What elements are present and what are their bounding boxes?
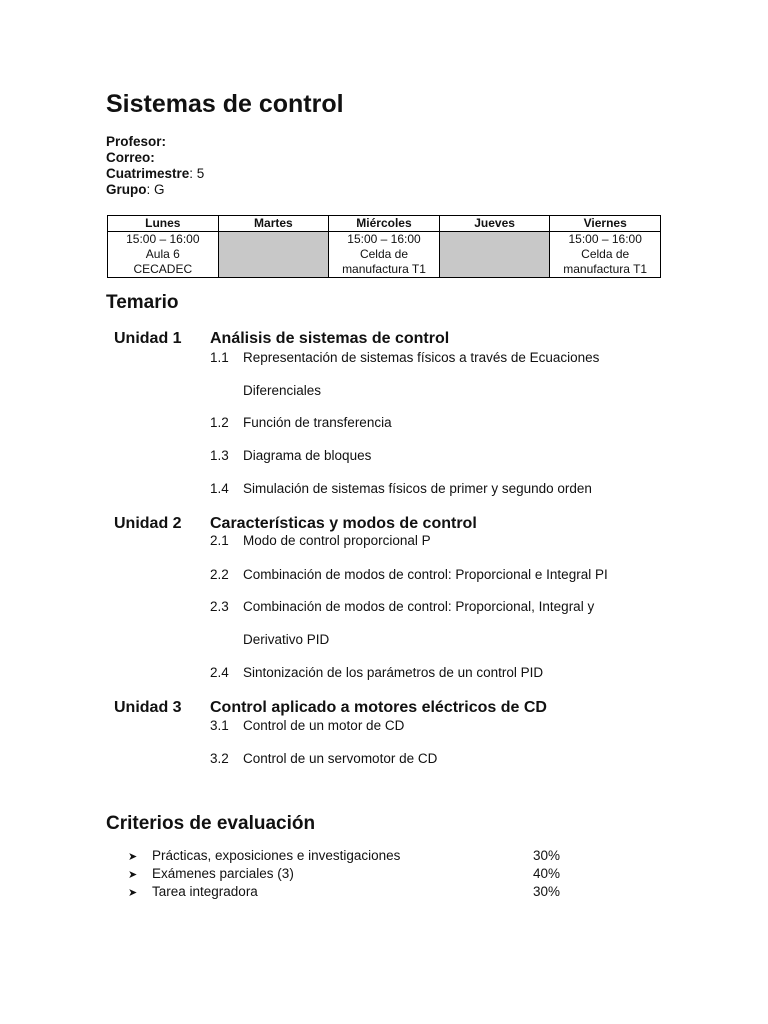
schedule-cell-line: 15:00 – 16:00 (126, 232, 200, 246)
schedule-cell-line: Celda de (359, 247, 408, 261)
topic-number: 3.1 (210, 718, 229, 733)
criterio-label: Exámenes parciales (3) (152, 866, 294, 881)
topic-item (210, 718, 404, 733)
topic-number: 2.2 (210, 567, 229, 582)
topic-item (210, 415, 392, 430)
criterio-percentage: 30% (533, 884, 561, 899)
schedule-header-row (108, 216, 661, 232)
topic-text-continued: Diferenciales (243, 383, 322, 398)
criterio-label: Tarea integradora (152, 884, 258, 899)
temario-heading: Temario (106, 292, 179, 313)
profesor-row (106, 134, 204, 150)
topic-item (210, 533, 431, 548)
cuatrimestre-row (106, 166, 204, 182)
topic-text: Control de un motor de CD (243, 718, 405, 733)
unit-label: Unidad 2 (114, 515, 182, 532)
topic-text: Función de transferencia (243, 415, 392, 430)
topic-number: 2.1 (210, 533, 229, 548)
unit-title: Análisis de sistemas de control (210, 330, 450, 347)
schedule-cell-line: Aula 6 (145, 247, 180, 261)
schedule-day-header: Lunes (108, 216, 219, 232)
topic-text: Sintonización de los parámetros de un control PID (243, 665, 544, 680)
criterio-label: Prácticas, exposiciones e investigaciones (152, 848, 401, 863)
schedule-day-header: Miércoles (329, 216, 440, 232)
topic-text: Simulación de sistemas físicos de primer y segundo orden (243, 481, 592, 496)
topic-number: 1.1 (210, 350, 229, 365)
unit-title: Características y modos de control (210, 515, 477, 532)
cuatrimestre-label: Cuatrimestre (106, 166, 190, 181)
schedule-table (107, 215, 661, 278)
arrowhead-bullet-icon: ➤ (128, 869, 138, 881)
unit-title: Control aplicado a motores eléctricos de CD (210, 699, 547, 716)
unit-label: Unidad 1 (114, 330, 182, 347)
topic-text: Combinación de modos de control: Proporcional e Integral PI (243, 567, 608, 582)
topic-item (210, 448, 371, 463)
schedule-day-header: Viernes (550, 216, 661, 232)
schedule-row (108, 232, 661, 278)
schedule-cell-viernes (550, 232, 661, 278)
page-title: Sistemas de control (106, 90, 344, 118)
schedule-day-header: Jueves (439, 216, 550, 232)
schedule-cell-line: manufactura T1 (563, 262, 648, 276)
schedule-cell-lunes (108, 232, 219, 278)
topic-item (210, 665, 543, 680)
topic-text: Combinación de modos de control: Proporcional, Integral y (243, 599, 595, 614)
topic-text: Modo de control proporcional P (243, 533, 431, 548)
topic-item (210, 481, 592, 496)
topic-number: 1.3 (210, 448, 229, 463)
profesor-label: Profesor: (106, 134, 167, 149)
correo-label: Correo: (106, 150, 155, 165)
topic-text: Representación de sistemas físicos a través de Ecuaciones (243, 350, 600, 365)
topic-number: 3.2 (210, 751, 229, 766)
schedule-cell-jueves-empty (439, 232, 550, 278)
topic-item (210, 350, 599, 365)
arrowhead-bullet-icon: ➤ (128, 851, 138, 863)
schedule-cell-line: Celda de (581, 247, 630, 261)
grupo-value: : G (146, 182, 165, 197)
unit-label: Unidad 3 (114, 699, 182, 716)
topic-item (210, 751, 437, 766)
criterio-item (128, 884, 568, 899)
topic-item (210, 599, 594, 614)
criterio-percentage: 30% (533, 848, 561, 863)
schedule-cell-line: 15:00 – 16:00 (347, 232, 421, 246)
grupo-label: Grupo (106, 182, 147, 197)
schedule-cell-line: CECADEC (133, 262, 193, 276)
schedule-day-header: Martes (218, 216, 329, 232)
schedule-cell-miercoles (329, 232, 440, 278)
criterios-heading: Criterios de evaluación (106, 813, 316, 834)
correo-row (106, 150, 204, 166)
topic-number: 1.2 (210, 415, 229, 430)
topic-text: Diagrama de bloques (243, 448, 372, 463)
grupo-row (106, 182, 204, 198)
schedule-cell-line: 15:00 – 16:00 (568, 232, 642, 246)
topic-number: 1.4 (210, 481, 229, 496)
criterio-item (128, 866, 568, 881)
topic-text: Control de un servomotor de CD (243, 751, 438, 766)
schedule-cell-line: manufactura T1 (342, 262, 426, 276)
topic-item (210, 567, 608, 582)
criterio-percentage: 40% (533, 866, 561, 881)
course-info (106, 134, 204, 198)
topic-number: 2.4 (210, 665, 229, 680)
topic-number: 2.3 (210, 599, 229, 614)
schedule-cell-martes-empty (218, 232, 329, 278)
criterio-item (128, 848, 568, 863)
cuatrimestre-value: : 5 (189, 166, 205, 181)
topic-text-continued: Derivativo PID (243, 632, 330, 647)
arrowhead-bullet-icon: ➤ (128, 887, 138, 899)
